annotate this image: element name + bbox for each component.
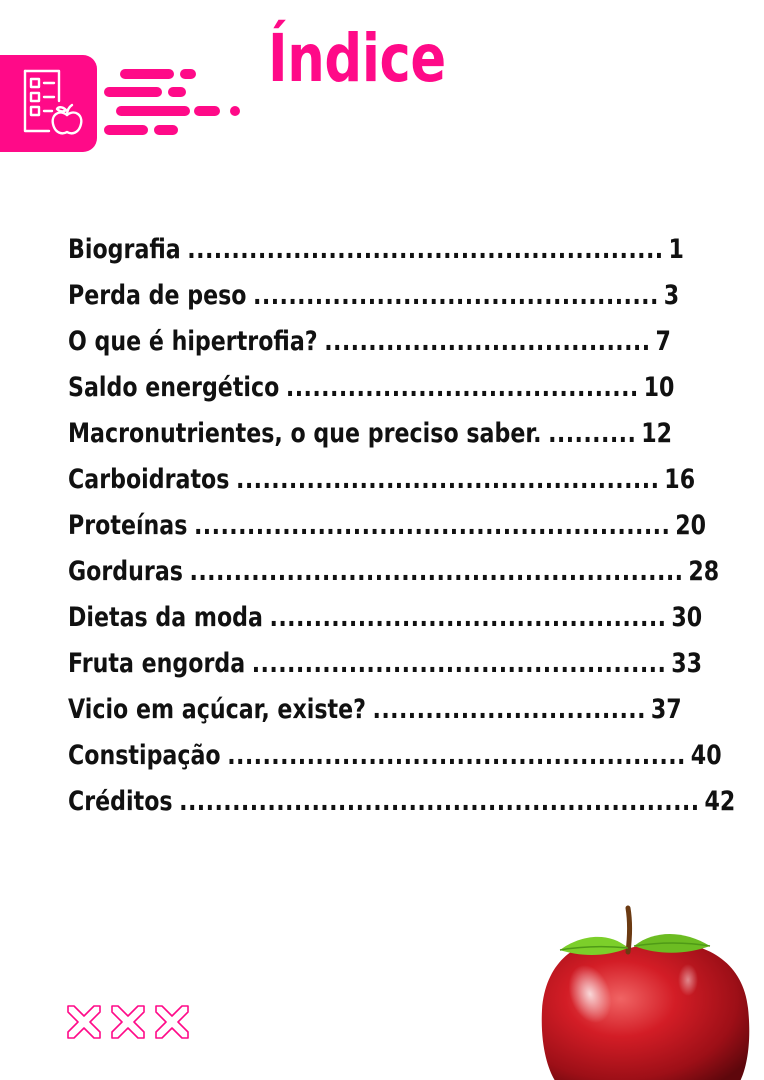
toc-item[interactable] <box>68 495 708 541</box>
toc-item-label: Proteínas <box>68 510 188 541</box>
toc-item[interactable] <box>68 725 722 771</box>
toc-item[interactable] <box>68 587 708 633</box>
toc-item[interactable] <box>68 633 708 679</box>
toc-dot-leader: ........................................................ <box>189 558 684 587</box>
toc-item[interactable] <box>68 265 708 311</box>
toc-dot-leader: .......... <box>548 420 637 449</box>
toc-item-page-number: 16 <box>664 464 696 495</box>
toc-dot-leader: .............................................. <box>253 282 659 311</box>
toc-item-page-number: 42 <box>704 786 736 817</box>
toc-item[interactable] <box>68 541 720 587</box>
toc-dot-leader: ...................................................... <box>193 512 671 541</box>
toc-item-page-number: 37 <box>650 694 682 725</box>
toc-item-label: O que é hipertrofia? <box>68 326 318 357</box>
toc-item[interactable] <box>68 449 708 495</box>
toc-dot-leader: ..................................... <box>324 328 651 357</box>
toc-item-page-number: 30 <box>671 602 703 633</box>
toc-dot-leader: ........................................ <box>285 374 639 403</box>
toc-dot-leader: ........................................................... <box>179 788 700 817</box>
toc-item-page-number: 3 <box>663 280 680 311</box>
toc-dot-leader: ............................................. <box>269 604 667 633</box>
toc-dot-leader: ............................................... <box>251 650 667 679</box>
toc-item-label: Gorduras <box>68 556 183 587</box>
toc-item[interactable] <box>68 219 708 265</box>
checklist-apple-icon <box>19 65 89 137</box>
toc-item-label: Saldo energético <box>68 372 280 403</box>
speed-lines-decoration <box>103 50 253 160</box>
red-apple <box>538 900 758 1080</box>
toc-item-page-number: 1 <box>668 234 684 265</box>
toc-item-label: Fruta engorda <box>68 648 246 679</box>
page-title: Índice <box>268 20 446 97</box>
toc-item-label: Biografia <box>68 234 181 265</box>
toc-item-page-number: 20 <box>675 510 707 541</box>
toc-item-page-number: 10 <box>643 372 675 403</box>
toc-item[interactable] <box>68 771 736 817</box>
toc-item-page-number: 12 <box>641 418 673 449</box>
toc-item[interactable] <box>68 403 708 449</box>
toc-item-label: Perda de peso <box>68 280 247 311</box>
toc-dot-leader: ...................................................... <box>187 236 664 265</box>
toc-item-page-number: 28 <box>688 556 720 587</box>
toc-item[interactable] <box>68 357 708 403</box>
toc-dot-leader: .................................................... <box>227 742 686 771</box>
toc-item[interactable] <box>68 679 708 725</box>
header-icon-block <box>0 55 97 152</box>
toc-dot-leader: ............................... <box>372 696 646 725</box>
toc-item-label: Constipação <box>68 740 221 771</box>
table-of-contents <box>68 219 736 817</box>
triple-cross-icon <box>66 1004 194 1040</box>
toc-item-page-number: 7 <box>655 326 671 357</box>
toc-item[interactable] <box>68 311 708 357</box>
toc-item-label: Carboidratos <box>68 464 230 495</box>
header <box>0 20 764 138</box>
toc-item-page-number: 33 <box>671 648 703 679</box>
toc-dot-leader: ................................................ <box>235 466 660 495</box>
toc-item-label: Dietas da moda <box>68 602 263 633</box>
toc-item-label: Macronutrientes, o que preciso saber. <box>68 418 542 449</box>
toc-item-label: Créditos <box>68 786 173 817</box>
toc-item-label: Vicio em açúcar, existe? <box>68 694 366 725</box>
toc-item-page-number: 40 <box>690 740 722 771</box>
